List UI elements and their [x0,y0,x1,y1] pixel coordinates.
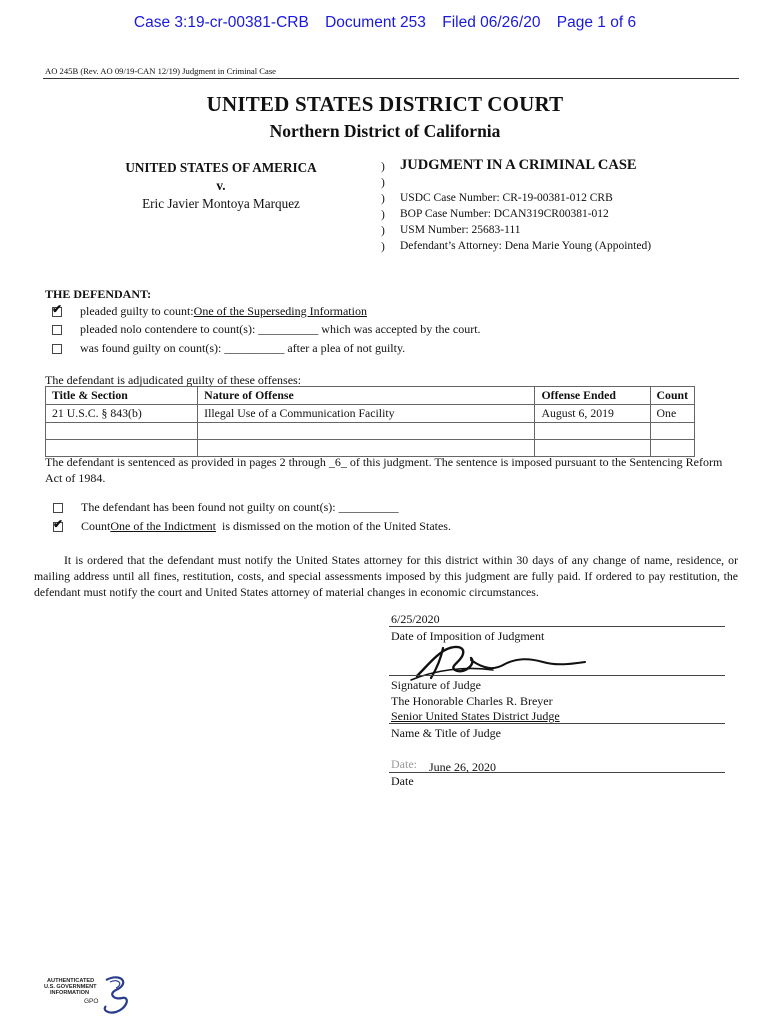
offenses-table [45,386,695,457]
name-title-rule [389,723,725,724]
defense-attorney: Defendant’s Attorney: Dena Marie Young (Appointed) [400,240,652,252]
column-header: Count [650,387,694,405]
date-rule [389,772,725,773]
dismissed-count-row [53,516,451,534]
sentence-statement [45,454,735,486]
court-title: UNITED STATES DISTRICT COURT [206,92,564,116]
found-guilty-checkbox[interactable] [52,344,62,354]
dismissed-text-start: Count [81,519,111,533]
empty-cell [650,423,694,440]
signed-date: June 26, 2020 [429,760,496,774]
seal-line-2: U.S. GOVERNMENT [44,984,97,990]
form-number: AO 245B (Rev. AO 09/19-CAN 12/19) Judgment in Criminal Case [45,66,276,76]
plea-guilty-checkbox[interactable] [52,301,63,317]
paren-4: ) [381,209,385,221]
usm-number: USM Number: 25683-111 [400,224,521,236]
case-number: Case 3:19-cr-00381-CRB [133,14,309,31]
date-label: Date [391,774,414,788]
date-stamp: Date: [391,757,417,771]
empty-cell [535,423,650,440]
page-indicator: Page 1 of 6 [556,14,637,31]
imposition-date-label: Date of Imposition of Judgment [391,629,545,643]
column-header: Title & Section [46,387,198,405]
nature-of-offense-cell: Illegal Use of a Communication Facility [198,405,535,423]
found-guilty-text: was found guilty on count(s): __________ after a plea of not guilty. [80,341,406,355]
judge-title: Senior United States District Judge [391,709,560,723]
title-section-cell: 21 U.S.C. § 843(b) [46,405,198,423]
dismissed-count-checkbox[interactable] [53,516,64,532]
caption-parentheses [381,159,385,255]
offenses-intro: The defendant is adjudicated guilty of these offenses: [45,373,302,387]
judgment-title: JUDGMENT IN A CRIMINAL CASE [400,157,637,173]
sentence-page-count: _6_ [328,455,347,469]
plea-nolo-checkbox[interactable] [52,325,62,335]
judge-name: The Honorable Charles R. Breyer [391,694,553,708]
not-guilty-row [53,500,399,515]
case-caption-parties [60,159,382,213]
plaintiff-name: UNITED STATES OF AMERICA [125,160,317,175]
district-name: Northern District of California [269,121,501,141]
check-icon: ✔ [52,301,63,316]
name-title-label: Name & Title of Judge [391,726,501,740]
defendant-name: Eric Javier Montoya Marquez [142,196,300,211]
document-number: Document 253 [325,14,426,31]
gpo-authentication-seal [44,972,134,1016]
count-cell: One [650,405,694,423]
header-divider [43,78,739,79]
notification-order: It is ordered that the defendant must notify the United States attorney for this district within 30 days of any change of name, residence, or mailing address until all fines, restitution, costs, and special assessments imposed by this judgment are fully paid. If ordered to pay restitution, the defendant must notify the court and United States attorney of material changes in economic circumstances. [34,553,738,599]
signature-label: Signature of Judge [391,678,481,692]
dismissed-count: One of the Indictment [110,519,216,533]
table-row [46,423,695,440]
bop-case-number: BOP Case Number: DCAN319CR00381-012 [400,208,609,220]
offense-ended-cell: August 6, 2019 [535,405,650,423]
dismissed-text-end: is dismissed on the motion of the United States. [215,519,451,533]
plea-guilty-text: pleaded guilty to count: [80,304,194,318]
imposition-date: 6/25/2020 [391,612,440,626]
signature-line [389,626,725,627]
paren-5: ) [381,225,385,237]
paren-6: ) [381,241,385,253]
not-guilty-text: The defendant has been found not guilty on count(s): __________ [81,500,399,514]
column-header: Nature of Offense [198,387,535,405]
not-guilty-checkbox[interactable] [53,503,63,513]
paren-1: ) [381,161,385,173]
plea-nolo-text: pleaded nolo contendere to count(s): __________ which was accepted by the court. [80,322,481,336]
table-row [46,405,695,423]
sentence-text-start: The defendant is sentenced as provided in pages 2 through [45,455,329,469]
empty-cell [198,423,535,440]
usdc-case-number: USDC Case Number: CR-19-00381-012 CRB [400,192,613,204]
plea-guilty-row [52,301,367,319]
table-header-row [46,387,695,405]
paren-2: ) [381,177,385,189]
versus: v. [216,178,226,193]
plea-guilty-count: One of the Superseding Information [193,304,367,318]
found-guilty-row [52,341,405,356]
case-caption-details [400,157,651,254]
sentence-text-end: of this judgment. The sentence is imposed pursuant to the Sentencing Reform Act of 1984. [45,455,723,485]
check-icon: ✔ [53,516,64,531]
filing-header [0,14,770,32]
seal-line-3: INFORMATION [50,990,90,996]
plea-nolo-row [52,322,481,337]
filed-date: Filed 06/26/20 [442,14,541,31]
empty-cell [46,423,198,440]
column-header: Offense Ended [535,387,650,405]
seal-line-4: GPO [84,998,99,1005]
signature-rule [389,675,725,676]
defendant-heading: THE DEFENDANT: [45,287,152,301]
paren-3: ) [381,193,385,205]
seal-line-1: AUTHENTICATED [47,978,95,984]
